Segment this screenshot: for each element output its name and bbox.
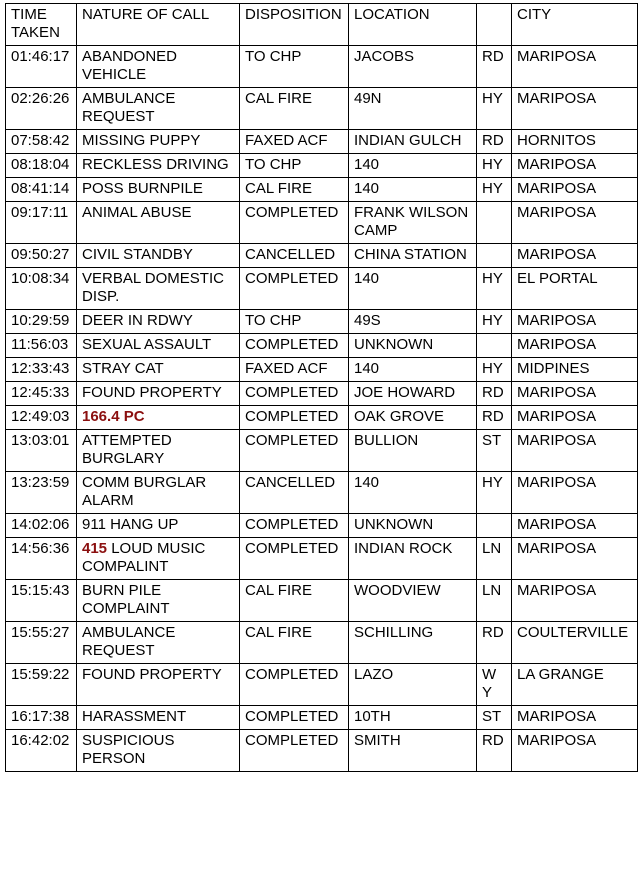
cell-street-type: LN [477, 580, 512, 622]
cell-city: MARIPOSA [512, 382, 638, 406]
cell-disposition: COMPLETED [240, 730, 349, 772]
cell-city: MARIPOSA [512, 310, 638, 334]
nature-label: DEER IN RDWY [82, 312, 193, 329]
cell-time: 15:15:43 [6, 580, 77, 622]
cell-time: 16:42:02 [6, 730, 77, 772]
cell-disposition: COMPLETED [240, 538, 349, 580]
nature-label: POSS BURNPILE [82, 180, 203, 197]
table-row [6, 244, 638, 268]
cell-street-type: HY [477, 358, 512, 382]
cell-nature [77, 538, 240, 580]
header-nature-of-call: NATURE OF CALL [77, 4, 240, 46]
cell-nature [77, 514, 240, 538]
cell-city: MARIPOSA [512, 730, 638, 772]
cell-street-type [477, 202, 512, 244]
cell-city: MARIPOSA [512, 580, 638, 622]
cell-nature [77, 580, 240, 622]
cell-street-type: RD [477, 46, 512, 88]
cell-nature [77, 88, 240, 130]
cell-location: 49N [349, 88, 477, 130]
cell-city: MARIPOSA [512, 88, 638, 130]
nature-label: HARASSMENT [82, 708, 187, 725]
penal-code-label: 166.4 PC [82, 408, 145, 425]
nature-label: CIVIL STANDBY [82, 246, 193, 263]
table-row [6, 706, 638, 730]
cell-city: MARIPOSA [512, 406, 638, 430]
cell-street-type: RD [477, 130, 512, 154]
cell-location: CHINA STATION [349, 244, 477, 268]
cell-time: 12:49:03 [6, 406, 77, 430]
cell-location: SMITH [349, 730, 477, 772]
cell-nature [77, 268, 240, 310]
cell-location: OAK GROVE [349, 406, 477, 430]
nature-label: COMM BURGLAR ALARM [82, 474, 207, 509]
cell-city: MIDPINES [512, 358, 638, 382]
cell-city: MARIPOSA [512, 514, 638, 538]
table-row [6, 514, 638, 538]
table-row [6, 430, 638, 472]
table-row [6, 130, 638, 154]
cell-street-type: ST [477, 706, 512, 730]
cell-location: 10TH [349, 706, 477, 730]
cell-time: 10:08:34 [6, 268, 77, 310]
table-row [6, 334, 638, 358]
header-disposition: DISPOSITION [240, 4, 349, 46]
nature-label: FOUND PROPERTY [82, 666, 222, 683]
nature-label: RECKLESS DRIVING [82, 156, 229, 173]
cell-disposition: CAL FIRE [240, 178, 349, 202]
cell-disposition: CAL FIRE [240, 580, 349, 622]
cell-nature [77, 154, 240, 178]
table-row [6, 358, 638, 382]
nature-label: ABANDONED VEHICLE [82, 48, 178, 83]
cell-disposition: COMPLETED [240, 202, 349, 244]
cell-time: 08:18:04 [6, 154, 77, 178]
cell-nature [77, 382, 240, 406]
cell-disposition: COMPLETED [240, 382, 349, 406]
cell-time: 07:58:42 [6, 130, 77, 154]
cell-city: LA GRANGE [512, 664, 638, 706]
header-street-type [477, 4, 512, 46]
nature-label: SUSPICIOUS PERSON [82, 732, 175, 767]
header-row [6, 4, 638, 46]
cell-street-type: HY [477, 310, 512, 334]
cell-disposition: CAL FIRE [240, 622, 349, 664]
cell-time: 13:03:01 [6, 430, 77, 472]
cell-disposition: COMPLETED [240, 406, 349, 430]
table-row [6, 622, 638, 664]
cell-city: EL PORTAL [512, 268, 638, 310]
cell-location: INDIAN GULCH [349, 130, 477, 154]
cell-nature [77, 730, 240, 772]
cell-nature [77, 358, 240, 382]
nature-label: 911 HANG UP [82, 516, 179, 533]
cell-street-type: HY [477, 88, 512, 130]
cell-disposition: COMPLETED [240, 334, 349, 358]
cell-location: 140 [349, 268, 477, 310]
cell-location: FRANK WILSON CAMP [349, 202, 477, 244]
cell-street-type [477, 334, 512, 358]
table-row [6, 382, 638, 406]
cell-city: COULTERVILLE [512, 622, 638, 664]
table-row [6, 310, 638, 334]
cell-city: MARIPOSA [512, 202, 638, 244]
cell-time: 10:29:59 [6, 310, 77, 334]
cell-disposition: TO CHP [240, 154, 349, 178]
cell-nature [77, 622, 240, 664]
table-row [6, 538, 638, 580]
cell-street-type: RD [477, 406, 512, 430]
table-row [6, 472, 638, 514]
header-city: CITY [512, 4, 638, 46]
header-location: LOCATION [349, 4, 477, 46]
header-time-taken: TIME TAKEN [6, 4, 77, 46]
cell-city: MARIPOSA [512, 430, 638, 472]
penal-code-label: 415 [82, 540, 108, 557]
cell-street-type: LN [477, 538, 512, 580]
cell-nature [77, 472, 240, 514]
cell-location: 49S [349, 310, 477, 334]
cell-city: MARIPOSA [512, 538, 638, 580]
cell-time: 15:55:27 [6, 622, 77, 664]
table-row [6, 46, 638, 88]
nature-label: MISSING PUPPY [82, 132, 201, 149]
cell-nature [77, 706, 240, 730]
cell-street-type [477, 244, 512, 268]
nature-label: STRAY CAT [82, 360, 164, 377]
cell-city: MARIPOSA [512, 706, 638, 730]
cell-nature [77, 244, 240, 268]
nature-label: VERBAL DOMESTIC DISP. [82, 270, 224, 305]
cell-time: 12:33:43 [6, 358, 77, 382]
cell-street-type [477, 514, 512, 538]
cell-time: 13:23:59 [6, 472, 77, 514]
cell-street-type: HY [477, 472, 512, 514]
table-row [6, 406, 638, 430]
cell-time: 11:56:03 [6, 334, 77, 358]
cell-nature [77, 430, 240, 472]
cell-city: MARIPOSA [512, 46, 638, 88]
cell-nature [77, 178, 240, 202]
cell-time: 09:17:11 [6, 202, 77, 244]
cell-disposition: FAXED ACF [240, 358, 349, 382]
cell-location: JOE HOWARD [349, 382, 477, 406]
cell-street-type: HY [477, 154, 512, 178]
table-row [6, 88, 638, 130]
table-row [6, 580, 638, 622]
cell-time: 15:59:22 [6, 664, 77, 706]
nature-label: AMBULANCE REQUEST [82, 624, 176, 659]
cell-time: 02:26:26 [6, 88, 77, 130]
table-row [6, 730, 638, 772]
cell-location: SCHILLING [349, 622, 477, 664]
cell-street-type: WY [477, 664, 512, 706]
nature-label: ANIMAL ABUSE [82, 204, 192, 221]
cell-nature [77, 310, 240, 334]
cell-disposition: TO CHP [240, 310, 349, 334]
cell-location: INDIAN ROCK [349, 538, 477, 580]
cell-location: UNKNOWN [349, 334, 477, 358]
cell-city: MARIPOSA [512, 154, 638, 178]
cell-location: WOODVIEW [349, 580, 477, 622]
nature-label: AMBULANCE REQUEST [82, 90, 176, 125]
cell-location: 140 [349, 472, 477, 514]
cell-city: MARIPOSA [512, 334, 638, 358]
cell-city: MARIPOSA [512, 178, 638, 202]
cell-time: 12:45:33 [6, 382, 77, 406]
cell-disposition: COMPLETED [240, 664, 349, 706]
cell-location: 140 [349, 154, 477, 178]
cell-disposition: COMPLETED [240, 514, 349, 538]
cell-city: HORNITOS [512, 130, 638, 154]
cell-location: BULLION [349, 430, 477, 472]
cell-nature [77, 334, 240, 358]
cell-nature [77, 406, 240, 430]
table-row [6, 664, 638, 706]
table-row [6, 268, 638, 310]
cell-disposition: COMPLETED [240, 430, 349, 472]
cell-nature [77, 202, 240, 244]
cell-time: 08:41:14 [6, 178, 77, 202]
cell-location: LAZO [349, 664, 477, 706]
table-row [6, 154, 638, 178]
cell-nature [77, 130, 240, 154]
cell-time: 01:46:17 [6, 46, 77, 88]
cell-street-type: HY [477, 178, 512, 202]
nature-label: LOUD MUSIC COMPALINT [82, 540, 206, 575]
cell-disposition: COMPLETED [240, 706, 349, 730]
cell-nature [77, 46, 240, 88]
cell-street-type: RD [477, 622, 512, 664]
cell-time: 09:50:27 [6, 244, 77, 268]
nature-label: ATTEMPTED BURGLARY [82, 432, 172, 467]
cell-time: 14:56:36 [6, 538, 77, 580]
cell-street-type: RD [477, 382, 512, 406]
cell-disposition: CANCELLED [240, 244, 349, 268]
cell-disposition: CAL FIRE [240, 88, 349, 130]
cell-city: MARIPOSA [512, 472, 638, 514]
nature-label: BURN PILE COMPLAINT [82, 582, 170, 617]
cell-street-type: RD [477, 730, 512, 772]
cell-disposition: CANCELLED [240, 472, 349, 514]
cell-time: 14:02:06 [6, 514, 77, 538]
cell-nature [77, 664, 240, 706]
cell-location: JACOBS [349, 46, 477, 88]
cell-location: 140 [349, 178, 477, 202]
nature-label: FOUND PROPERTY [82, 384, 222, 401]
cell-location: UNKNOWN [349, 514, 477, 538]
cell-street-type: HY [477, 268, 512, 310]
cell-location: 140 [349, 358, 477, 382]
call-log-table [5, 3, 638, 772]
cell-city: MARIPOSA [512, 244, 638, 268]
cell-disposition: FAXED ACF [240, 130, 349, 154]
table-row [6, 178, 638, 202]
cell-disposition: TO CHP [240, 46, 349, 88]
cell-street-type: ST [477, 430, 512, 472]
nature-label: SEXUAL ASSAULT [82, 336, 212, 353]
table-row [6, 202, 638, 244]
cell-disposition: COMPLETED [240, 268, 349, 310]
cell-time: 16:17:38 [6, 706, 77, 730]
